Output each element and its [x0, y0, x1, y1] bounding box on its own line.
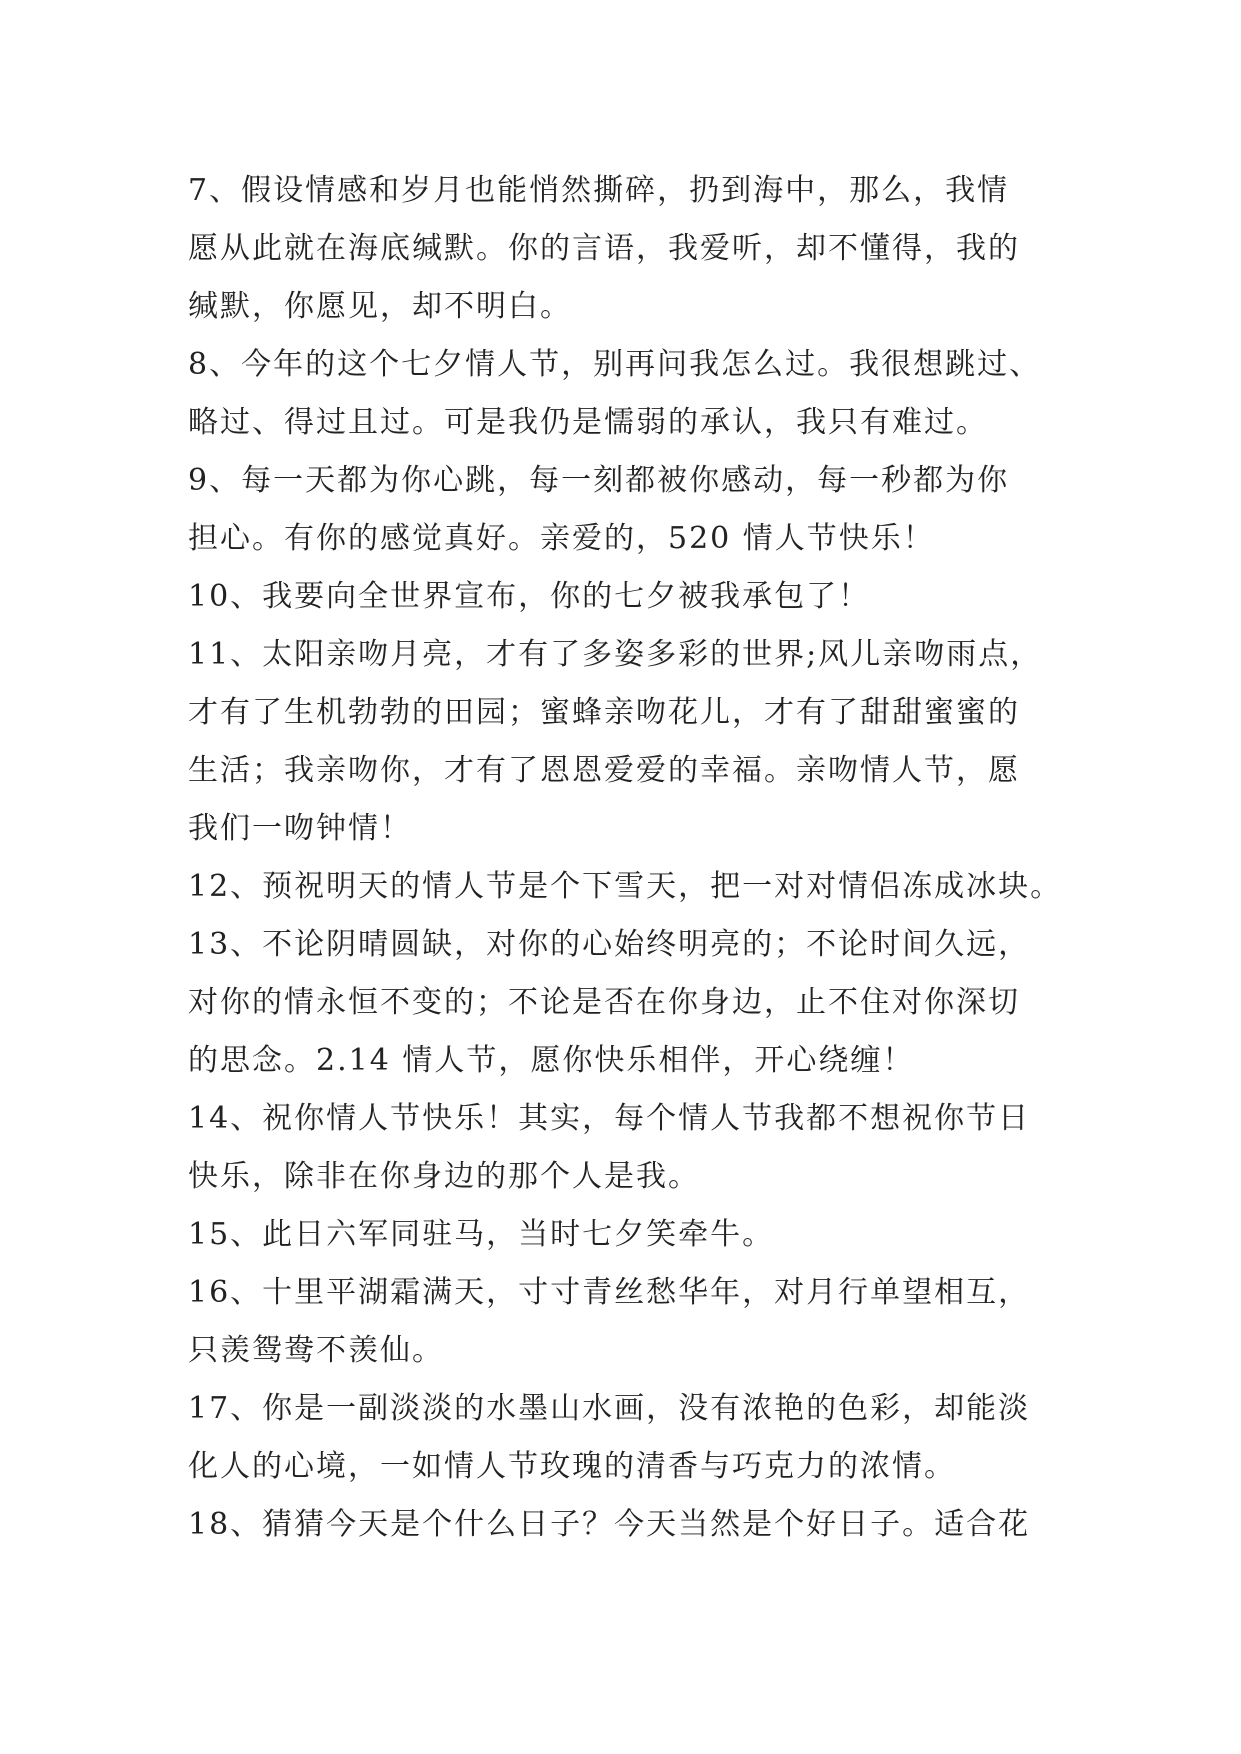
- text-line: 只羡鸳鸯不羡仙。: [188, 1333, 444, 1368]
- text-line: 快乐，除非在你身边的那个人是我。: [188, 1159, 700, 1194]
- text-line: 12、预祝明天的情人节是个下雪天，把一对对情侣冻成冰块。: [188, 869, 1063, 904]
- text-line: 8、今年的这个七夕情人节，别再问我怎么过。我很想跳过、: [188, 347, 1042, 382]
- text-line: 15、此日六军同驻马，当时七夕笑牵牛。: [188, 1217, 775, 1252]
- text-line: 13、不论阴晴圆缺，对你的心始终明亮的；不论时间久远，: [188, 927, 1031, 962]
- text-line: 我们一吻钟情！: [188, 811, 412, 846]
- text-line: 11、太阳亲吻月亮，才有了多姿多彩的世界;风儿亲吻雨点，: [188, 637, 1043, 672]
- text-line: 略过、得过且过。可是我仍是懦弱的承认，我只有难过。: [188, 405, 988, 440]
- text-line: 10、我要向全世界宣布，你的七夕被我承包了！: [188, 579, 871, 614]
- text-line: 化人的心境，一如情人节玫瑰的清香与巧克力的浓情。: [188, 1449, 956, 1484]
- text-line: 担心。有你的感觉真好。亲爱的，520 情人节快乐！: [188, 521, 935, 556]
- text-line: 缄默，你愿见，却不明白。: [188, 289, 572, 324]
- text-line: 对你的情永恒不变的；不论是否在你身边，止不住对你深切: [188, 985, 1020, 1020]
- text-line: 18、猜猜今天是个什么日子？今天当然是个好日子。适合花: [188, 1507, 1031, 1542]
- text-line: 7、假设情感和岁月也能悄然撕碎，扔到海中，那么，我情: [188, 173, 1010, 208]
- document-body: [188, 162, 1068, 1554]
- text-line: 9、每一天都为你心跳，每一刻都被你感动，每一秒都为你: [188, 463, 1010, 498]
- text-line: 17、你是一副淡淡的水墨山水画，没有浓艳的色彩，却能淡: [188, 1391, 1031, 1426]
- text-line: 才有了生机勃勃的田园；蜜蜂亲吻花儿，才有了甜甜蜜蜜的: [188, 695, 1020, 730]
- text-line: 的思念。2.14 情人节，愿你快乐相伴，开心绕缠！: [188, 1043, 915, 1078]
- text-line: 愿从此就在海底缄默。你的言语，我爱听，却不懂得，我的: [188, 231, 1020, 266]
- text-line: 16、十里平湖霜满天，寸寸青丝愁华年，对月行单望相互，: [188, 1275, 1031, 1310]
- text-line: 14、祝你情人节快乐！其实，每个情人节我都不想祝你节日: [188, 1101, 1031, 1136]
- text-line: 生活；我亲吻你，才有了恩恩爱爱的幸福。亲吻情人节，愿: [188, 753, 1020, 788]
